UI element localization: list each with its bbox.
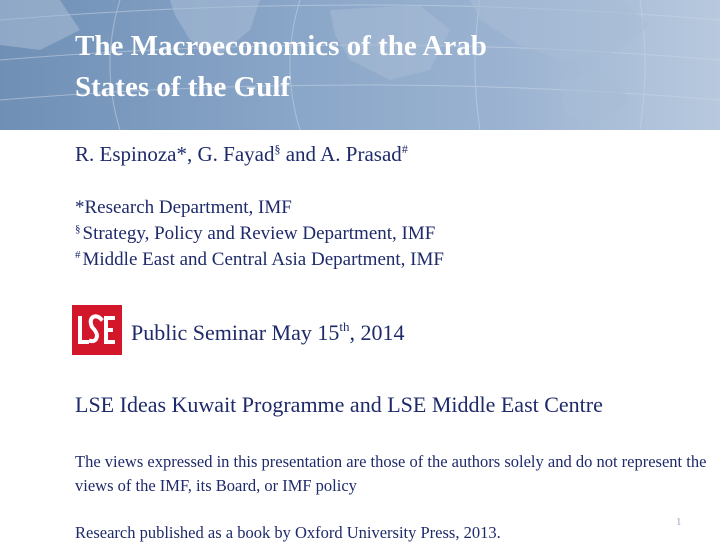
title-banner xyxy=(0,0,720,130)
affiliation-text: Research Department, IMF xyxy=(84,197,292,218)
affiliation-text: Strategy, Policy and Review Department, IMF xyxy=(82,223,436,244)
affiliation-text: Middle East and Central Asia Department, IMF xyxy=(82,249,444,270)
authors-sup-1: § xyxy=(274,142,281,156)
affiliation-mark: * xyxy=(75,197,85,218)
authors-line xyxy=(75,141,408,167)
title-line-1: The Macroeconomics of the Arab xyxy=(75,30,487,62)
affiliation-middle-east xyxy=(75,248,444,272)
book-note: Research published as a book by Oxford University Press, 2013. xyxy=(75,523,501,542)
affiliation-mark: § xyxy=(75,223,81,235)
affiliation-mark: # xyxy=(75,249,81,261)
seminar-sup: th xyxy=(339,319,350,334)
lse-logo-mark xyxy=(72,305,122,355)
authors-part-1: R. Espinoza*, G. Fayad xyxy=(75,142,275,166)
affiliation-strategy xyxy=(75,222,435,246)
page-number: 1 xyxy=(676,516,682,528)
authors-sup-2: # xyxy=(401,142,408,156)
seminar-text: Public Seminar May 15 xyxy=(131,320,340,345)
programme-line: LSE Ideas Kuwait Programme and LSE Middle East Centre xyxy=(75,392,603,417)
disclaimer-text: The views expressed in this presentation are those of the authors solely and do not represent the views of the IMF, its Board, or IMF policy xyxy=(75,452,707,495)
affiliation-research xyxy=(75,196,292,220)
seminar-date xyxy=(131,319,405,347)
authors-part-2: and A. Prasad xyxy=(280,142,402,166)
seminar-tail: , 2014 xyxy=(349,320,405,345)
slide-title xyxy=(75,26,675,108)
lse-logo xyxy=(72,305,122,355)
title-line-2: States of the Gulf xyxy=(75,71,291,103)
